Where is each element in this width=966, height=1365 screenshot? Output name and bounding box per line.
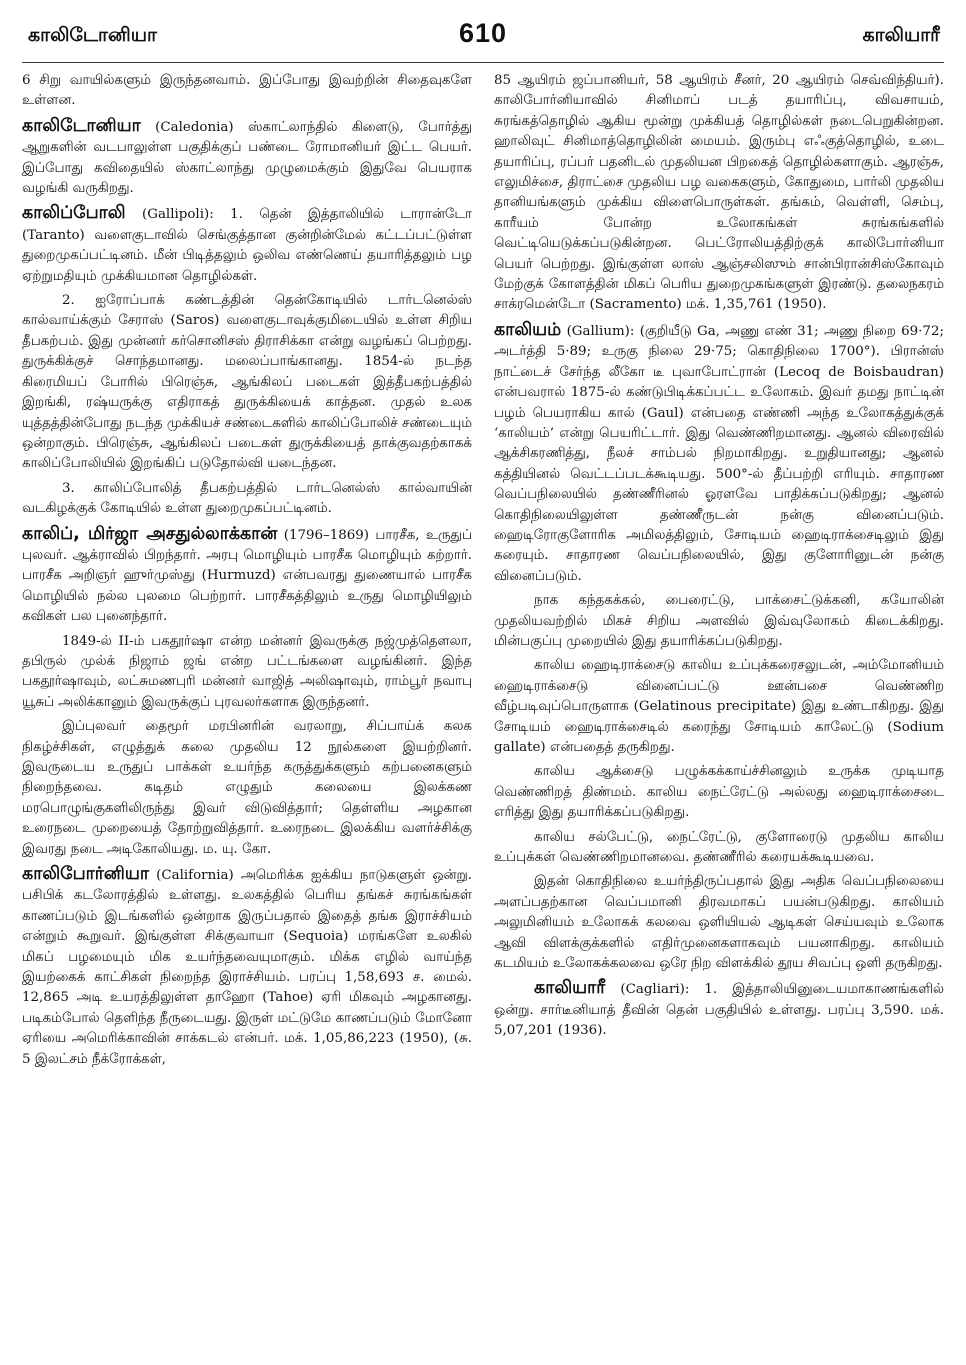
body-paragraph <box>494 71 944 316</box>
body-paragraph <box>22 632 472 714</box>
entry-paragraph <box>494 978 944 1041</box>
entry-paragraph <box>22 116 472 200</box>
body-paragraph <box>494 762 944 823</box>
left-running-head: காலிடோனியா <box>28 24 157 46</box>
entry-text: (Caledonia) ஸ்காட்லாந்தில் கிளைடு, போர்த்து ஆறுகளின் வடபாலுள்ள பகுதிக்குப் பண்டை ரோமானியர் இட்ட பெயர். இப்போது கவிதையில் ஸ்காட்லாந்து முழுமைக்கும் இதுவே பெயராக வழங்கி வருகிறது. <box>22 119 472 197</box>
right-running-head: காலியாரீ <box>862 24 940 46</box>
entry-headword: காலிடோனியா <box>22 115 141 136</box>
page-number: 610 <box>458 18 508 48</box>
entry-text: காலிய ஆக்சைடு பழுக்கக்காய்ச்சினலும் உருக்க முடியாத வெண்ணிறத் திண்மம். காலிய நைட்ரேட்டு அல்லது ஹைடிராக்சைடை எரித்து இது தயாரிக்கப்படுகிறது. <box>494 764 944 821</box>
entry-text: (Gallium): (குறியீடு Ga, அணு எண் 31; அணு நிறை 69·72; அடர்த்தி 5·89; உருகு நிலை 29·75; கொதிநிலை 1700°). பிரான்ஸ் நாட்டைச் சேர்ந்த லீகோ டீ புவாபோட்ரான் (Lecoq de Boisbaudran) என்பவரால் 1875-ல் கண்டுபிடிக்கப்பட்ட உலோகம். இவர் தமது நாட்டின் பழம் பெயராகிய கால் (Gaul) என்பதை எண்ணி அந்த உலோகத்துக்குக் ‘காலியம்’ என்று பெயரிட்டார். இது வெண்ணிறமானது. ஆனல் விரைவில் ஆக்சிகரணித்து, நீலச் சாம்பல் நிறமாகிறது. உறுதியானது; ஆனல் கத்தியினல் வெட்டப்படக்கூடியது. 500°-ல் தீப்பற்றி எரியும். சாதாரண வெப்பநிலையில் தண்ணீரினல் ஓரளவே பாதிக்கப்படுகிறது; ஆனல் கொதிநிலையிலுள்ள தண்ணீருடன் நன்கு வினைப்படும். ஹைடிரோகுளோரிக அமிலத்திலும், சோடியம் ஹைடிராக்சைடிலும் இது கரையும். சாதாரண வெப்பநிலையில், இது குளோரினுடன் நன்கு வினைப்படும். <box>494 323 944 584</box>
entry-text: 85 ஆயிரம் ஜப்பானியர், 58 ஆயிரம் சீனர், 20 ஆயிரம் செவ்விந்தியர்). காலிபோர்னியாவில் சினிமாப் படத் தயாரிப்பு, விவசாயம், சுரங்கத்தொழில் ஆகிய மூன்று முக்கியத் தொழில்கள் நடைபெறுகின்றன. ஹாலிவுட் சினிமாத்தொழிலின் மையம். இரும்பு எஃகுத்தொழில், உடை தயாரிப்பு, ரப்பர் பதனிடல் முதலியன பிறகைத் தொழில்களாகும். ஆரஞ்சு, எலுமிச்சை, திராட்சை முதலிய பழ வகைகளும், கோதுமை, பார்லி முதலிய தானியங்களும் முக்கிய விளைபொருள்கள். தங்கம், வெள்ளி, செம்பு, காரீயம் போன்ற உலோகங்கள் சுரங்கங்களில் வெட்டியெடுக்கப்படுகின்றன. பெட்ரோலியத்திற்குக் காலிபோர்னியா பெயர் பெற்றது. இங்குள்ள லாஸ் ஆஞ்சலிஸும் சான்பிரான்சிஸ்கோவும் மேற்குக் கோளத்தின் மிகப் பெரிய துறைமுகங்களுள் இரண்டு. தலைநகரம் சாக்ரமென்டோ (Sacramento) மக். 1,35,761 (1950). <box>494 73 944 313</box>
entry-text: (1796–1869) பாரசீக, உருதுப் புலவர். ஆக்ராவில் பிறந்தார். அரபு மொழியும் பாரசீக மொழியும் கற்றார். பாரசீக அறிஞர் ஹுர்முஸ்து (Hurmuzd) என்பவரது துணையால் பாரசீக மொழியில் நல்ல புலமை பெற்றார். பாரசீகத்திலும் உருது மொழியிலும் கவிகள் பல புனைந்தார். <box>22 527 472 625</box>
body-paragraph <box>494 656 944 758</box>
entry-headword: காலியம் <box>494 319 562 340</box>
page-header <box>22 18 944 63</box>
entry-headword: காலிபோர்னியா <box>22 864 149 885</box>
two-column-body <box>22 71 944 1074</box>
body-paragraph <box>494 828 944 869</box>
body-paragraph <box>22 717 472 860</box>
body-paragraph <box>22 479 472 520</box>
entry-paragraph <box>22 864 472 1070</box>
entry-text: 2. ஐரோப்பாக் கண்டத்தின் தென்கோடியில் டார்டனெல்ஸ் கால்வாய்க்கும் சேராஸ் (Saros) வளைகுடாவுக்குமிடையில் உள்ள சிறிய தீபகற்பம். இது முன்னர் கர்சொனிசஸ் திராசிக்கா என்று வழங்கப் பெற்றது. துருக்கிக்குச் சொந்தமானது. மலைப்பாங்கானது. 1854-ல் நடந்த கிரைமியப் போரில் பிரெஞ்சு, ஆங்கிலப் படைகள் இத்தீபகற்பத்தில் இறங்கி, ரஷ்யருக்கு எதிராகத் துருக்கியைக் காத்தன. முதல் உலக யுத்தத்தின்போது நடந்த முக்கியச் சண்டைகளில் காலிப்போலிச் சண்டையும் ஒன்றாகும். பிரெஞ்சு, ஆங்கிலப் படைகள் துருக்கியைத் தாக்குவதற்காகக் காலிப்போலியில் இறங்கிப் படுதோல்வி யடைந்தன. <box>22 293 472 472</box>
entry-text: 3. காலிப்போலித் தீபகற்பத்தில் டார்டனெல்ஸ் கால்வாயின் வடகிழக்குக் கோடியில் உள்ள துறைமுகப்பட்டினம். <box>22 480 472 517</box>
entry-text: (Gallipoli): 1. தென் இத்தாலியில் டாரான்டோ (Taranto) வளைகுடாவில் செங்குத்தான குன்றின்மேல் கட்டப்பட்டுள்ள துறைமுகப்பட்டினம். மீன் பிடித்தலும் ஒலிவ எண்ணெய் தயாரித்தலும் பழ ஏற்றுமதியும் முக்கியமான தொழில்கள். <box>22 207 472 284</box>
body-paragraph <box>494 872 944 974</box>
entry-headword: காலியாரீ <box>534 978 606 999</box>
right-column <box>494 71 944 1074</box>
entry-text: 1849-ல் II-ம் பகதூர்ஷா என்ற மன்னர் இவருக்கு நஜ்முத்தௌலா, தபிருல் முல்க் நிஜாம் ஜங் என்ற பட்டங்களை வழங்கினர். இந்த பகதூர்ஷாவும், லட்சுமணபுரி மன்னர் வாஜித் அலிஷாவும், ராம்பூர் நவாபு யூசுப் அலிக்கானும் இவருக்குப் புரவலர்களாக இருந்தனர். <box>22 633 472 710</box>
entry-text: காலிய ஹைடிராக்சைடு காலிய உப்புக்கரைசலுடன், அம்மோனியம் ஹைடிராக்சைடு வினைப்பட்டு ஊன்பசை வெண்ணிற வீழ்படிவுப்பொருளாக (Gelatinous precipitate) இது உண்டாகிறது. இது சோடியம் ஹைடிராக்சைடில் கரைந்து சோடியம் காலேட்டு (Sodium gallate) என்பதைத் தருகிறது. <box>494 658 944 755</box>
entry-paragraph <box>494 320 944 587</box>
entry-text: (Cagliari): 1. இத்தாலியினுடையமாகாணங்களில் ஒன்று. சார்டீனியாத் தீவின் தென் பகுதியில் உள்ளது. பரப்பு 3,590. மக். 5,07,201 (1936). <box>494 982 944 1039</box>
body-paragraph <box>494 591 944 652</box>
left-column <box>22 71 472 1074</box>
entry-text: காலிய சல்பேட்டு, நைட்ரேட்டு, குளோரைடு முதலிய காலிய உப்புக்கள் வெண்ணிறமானவை. தண்ணீரில் கரையக்கூடியவை. <box>494 829 944 866</box>
entry-text: இதன் கொதிநிலை உயர்ந்திருப்பதால் இது அதிக வெப்பநிலையை அளப்பதற்கான வெப்பமானி திரவமாகப் பயன்படுகிறது. காலியம் அலுமினியம் உலோகக் கலவை ஒளியியல் ஆடிகள் செய்யவும் உலோக ஆவி விளக்குக்களில் எதிர்முனைகளாகவும் பயனாகிறது. காலியம் கடமியம் உலோகக்கலவை ஒரே நிற விளக்கில் தூய சிவப்பு ஒளி தருகிறது. <box>494 874 944 972</box>
body-paragraph <box>22 291 472 475</box>
entry-text: 6 சிறு வாயில்களும் இருந்தனவாம். இப்போது இவற்றின் சிதைவுகளே உள்ளன. <box>22 73 472 109</box>
entry-paragraph <box>22 524 472 628</box>
entry-paragraph <box>22 203 472 287</box>
entry-text: இப்புலவர் தைமூர் மரபினரின் வரலாறு, சிப்பாய்க் கலக நிகழ்ச்சிகள், எழுத்துக் கலை முதலிய 12 நூல்களை இயற்றினர். இவருடைய உருதுப் பாக்கள் உயர்ந்த கருத்துக்களும் கற்பனைகளும் நிறைந்தவை. கடிதம் எழுதும் கலையை இலக்கண மரபொழுங்குகளிலிருந்து இவர் விடுவித்தார்; தெள்ளிய அழகான உரைநடை முறையைத் தோற்றுவித்தார். உரைநடை இலக்கிய வளர்ச்சிக்கு இவரது நடை அடிகோலியது. ம. யு. கோ. <box>22 719 472 857</box>
entry-headword: காலிப், மிர்ஜா அசதுல்லாக்கான் <box>22 523 278 544</box>
entry-text: (California) அமெரிக்க ஐக்கிய நாடுகளுள் ஒன்று. பசிபிக் கடலோரத்தில் உள்ளது. உலகத்தில் பெரிய தங்கச் சுரங்கங்கள் காணப்படும் இடங்களில் ஒன்றாக இருப்பதால் இதைத் தங்க இராச்சியம் என்றும் கூறுவர். இங்குள்ள சிக்குவாயா (Sequoia) மரங்களே உலகில் மிகப் பழமையும் மிக உயர்ந்தவையுமாகும். மிக்க எழில் வாய்ந்த இயற்கைக் காட்சிகள் நிறைந்த இராச்சியம். பரப்பு 1,58,693 ச. மைல். 12,865 அடி உயரத்திலுள்ள தாஹோ (Tahoe) ஏரி மிகவும் அழகானது. படிகம்போல் தெளிந்த நீருடையது. இருள் மட்டுமே காணப்படும் மோனோ ஏரியை அமெரிக்காவின் சாக்கடல் என்பர். மக். 1,05,86,223 (1950), (சு. 5 இலட்சம் நீக்ரோக்கள், <box>22 868 472 1067</box>
body-paragraph <box>22 71 472 112</box>
entry-text: நாக கந்தகக்கல், பைரைட்டு, பாக்சைட்டுக்கனி, கயோலின் முதலியவற்றில் மிகச் சிறிய அளவில் இவ்வுலோகம் கிடைக்கிறது. மின்பகுப்பு முறையில் இது தயாரிக்கப்படுகிறது. <box>494 593 944 649</box>
entry-headword: காலிப்போலி <box>22 203 126 224</box>
